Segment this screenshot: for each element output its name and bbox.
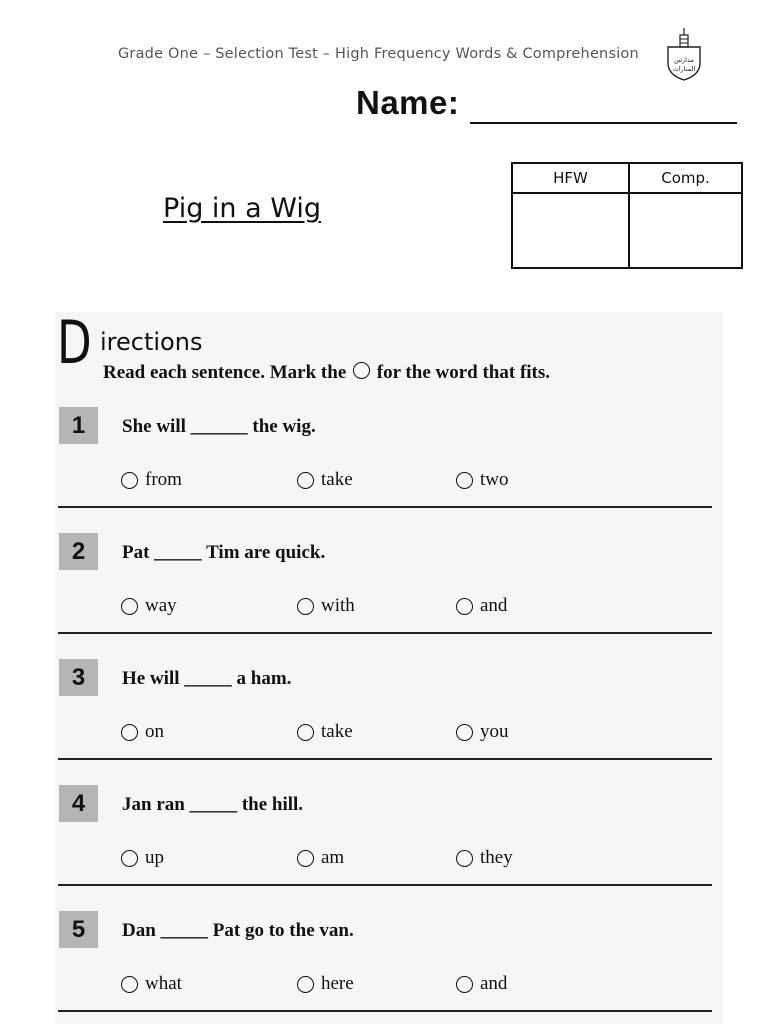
answer-bubble-icon[interactable] [297, 724, 314, 741]
question-divider [58, 632, 712, 634]
score-header-comp: Comp. [629, 163, 742, 193]
answer-bubble-icon[interactable] [297, 976, 314, 993]
answer-label: with [321, 595, 355, 616]
test-header: Grade One – Selection Test – High Frequency Words & Comprehension [118, 46, 639, 62]
answer-option[interactable] [121, 973, 182, 995]
answer-label: take [321, 721, 353, 742]
instruction-text-start: Read each sentence. Mark the [103, 362, 347, 383]
question-number: 1 [59, 407, 98, 444]
answer-label: they [480, 847, 513, 868]
answer-option[interactable] [456, 721, 509, 743]
answer-label: what [145, 973, 182, 994]
question-sentence: Jan ran _____ the hill. [122, 794, 304, 815]
answer-bubble-icon[interactable] [121, 850, 138, 867]
question-divider [58, 1010, 712, 1012]
answer-option[interactable] [297, 847, 344, 869]
score-table [511, 162, 743, 269]
answer-bubble-icon[interactable] [297, 850, 314, 867]
answer-option[interactable] [121, 469, 182, 491]
score-header-hfw: HFW [512, 163, 629, 193]
answer-bubble-icon[interactable] [456, 598, 473, 615]
svg-text:مدارس: مدارس [674, 56, 694, 64]
question-sentence: He will _____ a ham. [122, 668, 292, 689]
directions-heading: irections [100, 328, 203, 356]
answer-label: you [480, 721, 509, 742]
answer-label: take [321, 469, 353, 490]
answer-bubble-icon[interactable] [121, 598, 138, 615]
answer-bubble-icon[interactable] [297, 472, 314, 489]
school-crest-logo [665, 27, 703, 81]
question-number: 5 [59, 911, 98, 948]
question-number: 4 [59, 785, 98, 822]
answer-bubble-icon[interactable] [121, 724, 138, 741]
answer-label: and [480, 595, 508, 616]
question-sentence: Pat _____ Tim are quick. [122, 542, 326, 563]
question-divider [58, 884, 712, 886]
answer-label: up [145, 847, 164, 868]
directions-instruction [103, 362, 550, 384]
instruction-text-end: for the word that fits. [376, 362, 551, 383]
answer-option[interactable] [297, 721, 353, 743]
score-cell-comp[interactable] [629, 193, 742, 268]
question-number: 2 [59, 533, 98, 570]
answer-bubble-icon[interactable] [456, 472, 473, 489]
answer-label: on [145, 721, 164, 742]
answer-label: way [145, 595, 177, 616]
answer-option[interactable] [297, 973, 354, 995]
question-divider [58, 506, 712, 508]
answer-bubble-icon[interactable] [297, 598, 314, 615]
answer-option[interactable] [456, 973, 507, 995]
answer-label: here [321, 973, 354, 994]
answer-option[interactable] [297, 595, 355, 617]
score-cell-hfw[interactable] [512, 193, 629, 268]
question-number: 3 [59, 659, 98, 696]
bubble-icon [353, 362, 370, 379]
answer-option[interactable] [456, 847, 513, 869]
answer-option[interactable] [456, 469, 509, 491]
directions-heading-initial: D [57, 308, 92, 378]
name-field[interactable] [470, 122, 737, 124]
question-sentence: She will ______ the wig. [122, 416, 316, 437]
answer-option[interactable] [121, 595, 177, 617]
answer-bubble-icon[interactable] [456, 724, 473, 741]
story-title: Pig in a Wig [163, 193, 321, 224]
answer-option[interactable] [456, 595, 507, 617]
answer-label: from [145, 469, 182, 490]
svg-text:المنارات: المنارات [672, 65, 696, 73]
answer-label: two [480, 469, 509, 490]
answer-option[interactable] [297, 469, 353, 491]
answer-option[interactable] [121, 721, 164, 743]
answer-bubble-icon[interactable] [456, 976, 473, 993]
question-divider [58, 758, 712, 760]
answer-bubble-icon[interactable] [121, 472, 138, 489]
answer-option[interactable] [121, 847, 164, 869]
answer-bubble-icon[interactable] [456, 850, 473, 867]
question-sentence: Dan _____ Pat go to the van. [122, 920, 354, 941]
answer-label: and [480, 973, 508, 994]
answer-label: am [321, 847, 345, 868]
answer-bubble-icon[interactable] [121, 976, 138, 993]
name-label: Name: [356, 84, 460, 121]
